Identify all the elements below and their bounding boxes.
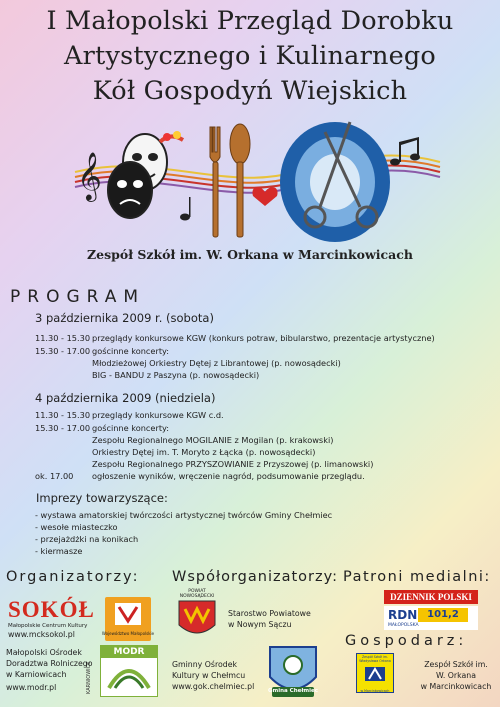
modr-line1: Małopolski Ośrodek (6, 648, 82, 657)
organizatorzy-heading: Organizatorzy: (6, 569, 140, 585)
powiat-crest-icon (175, 599, 219, 641)
powiat-line2: w Nowym Sączu (228, 620, 292, 629)
title-line-1: I Małopolski Przegląd Dorobku (46, 6, 454, 36)
title-line-2: Artystycznego i Kulinarnego (64, 41, 436, 71)
day1-date: 3 października 2009 r. (sobota) (35, 311, 214, 325)
wojewodztwo-label: Województwo Małopolskie (101, 631, 155, 636)
day2-time: ok. 17.00 (35, 471, 74, 481)
wspolorganizatorzy-heading: Współorganizatorzy: (172, 569, 339, 585)
wooden-cutlery-icon (210, 124, 250, 237)
day1-item: gościnne koncerty: (92, 346, 170, 356)
dziennik-polski-logo: DZIENNIK POLSKI (384, 590, 478, 604)
imprezy-heading: Imprezy towarzyszące: (36, 491, 168, 505)
heart-icon (252, 187, 277, 206)
gmina-crest-icon (264, 643, 322, 703)
program-heading: PROGRAM (10, 287, 146, 307)
gospodarz-heading: Gospodarz: (345, 633, 468, 649)
day2-item: przeglądy konkursowe KGW c.d. (92, 410, 224, 420)
modr-logo (100, 645, 158, 697)
radio-logo (384, 606, 478, 630)
day1-item: Młodzieżowej Orkiestry Dętej z Librantowej (p. nowosądecki) (92, 358, 341, 368)
wojewodztwo-logo (101, 597, 155, 641)
title-line-3: Kół Gospodyń Wiejskich (92, 76, 408, 106)
day1-time: 15.30 - 17.00 (35, 346, 91, 356)
day2-item: Orkiestry Dętej im. T. Moryto z Łącka (p. nowosądecki) (92, 447, 316, 457)
modr-url[interactable]: www.modr.pl (6, 683, 57, 692)
host-logo-bottom: w Marcinkowicach (360, 689, 390, 693)
modr-line3: w Karniowicach (6, 670, 67, 679)
host-emblem-icon (357, 663, 393, 685)
wojewodztwo-emblem-icon (101, 597, 155, 641)
illustration (75, 112, 440, 247)
powiat-badge-line2: NOWOSĄDECKI (179, 594, 215, 599)
powiat-line1: Starostwo Powiatowe (228, 609, 311, 618)
day1-item: BIG - BANDU z Paszyna (p. nowosądecki) (92, 370, 260, 380)
day2-item: gościnne koncerty: (92, 423, 170, 433)
sokol-subtitle: Małopolskie Centrum Kultury (8, 623, 88, 629)
sokol-url[interactable]: www.mcksokol.pl (8, 630, 75, 639)
powiat-logo (175, 589, 219, 641)
gok-line1: Gminny Ośrodek (172, 660, 238, 669)
gok-line2: Kultury w Chełmcu (172, 671, 246, 680)
gok-url[interactable]: www.gok.chelmiec.pl (172, 682, 255, 691)
modr-logo-text: MODR (101, 646, 157, 658)
host-line3: w Marcinkowicach (420, 682, 492, 691)
day1-time: 11.30 - 15.30 (35, 333, 91, 343)
day2-item: Zespołu Regionalnego MOGILANIE z Mogilan (p. krakowski) (92, 435, 334, 445)
day2-item: ogłoszenie wyników, wręczenie nagród, podsumowanie przeglądu. (92, 471, 365, 481)
host-line1: Zespół Szkół im. (424, 660, 488, 669)
modr-line2: Doradztwa Rolniczego (6, 659, 93, 668)
host-logo (356, 653, 394, 693)
imprezy-item: - kiermasze (35, 546, 83, 556)
imprezy-item: - wesołe miasteczko (35, 522, 118, 532)
host-line2: W. Orkana (436, 671, 476, 680)
sokol-logo: SOKÓŁ (8, 597, 95, 622)
host-logo-top: Zespół Szkół im. Władysława Orkana (359, 655, 391, 663)
radio-sub: MAŁOPOLSKA (388, 623, 419, 628)
radio-left: RDN (388, 608, 418, 622)
day1-item: przeglądy konkursowe KGW (konkurs potraw, bibularstwo, prezentacje artystyczne) (92, 333, 435, 343)
day2-time: 11.30 - 15.30 (35, 410, 91, 420)
gok-logo (264, 643, 322, 703)
gok-logo-text: Gmina Chełmiec (267, 688, 318, 694)
day2-item: Zespołu Regionalnego PRZYSZOWIANIE z Przyszowej (p. limanowski) (92, 459, 374, 469)
day2-time: 15.30 - 17.00 (35, 423, 91, 433)
modr-vertical: KARNIOWICE (86, 661, 92, 694)
imprezy-item: - wystawa amatorskiej twórczości artystycznej twórców Gminy Chełmiec (35, 510, 333, 520)
school-name: Zespół Szkół im. W. Orkana w Marcinkowicach (87, 247, 413, 262)
powiat-badge-line1: POWIAT (188, 589, 206, 594)
modr-emblem-icon (101, 658, 157, 696)
patroni-heading: Patroni medialni: (343, 569, 491, 585)
treble-clef-icon: 𝄞 (77, 151, 102, 200)
radio-freq: 101,2 (418, 608, 468, 622)
day2-date: 4 października 2009 (niedziela) (35, 391, 216, 405)
imprezy-item: - przejażdżki na konikach (35, 534, 139, 544)
